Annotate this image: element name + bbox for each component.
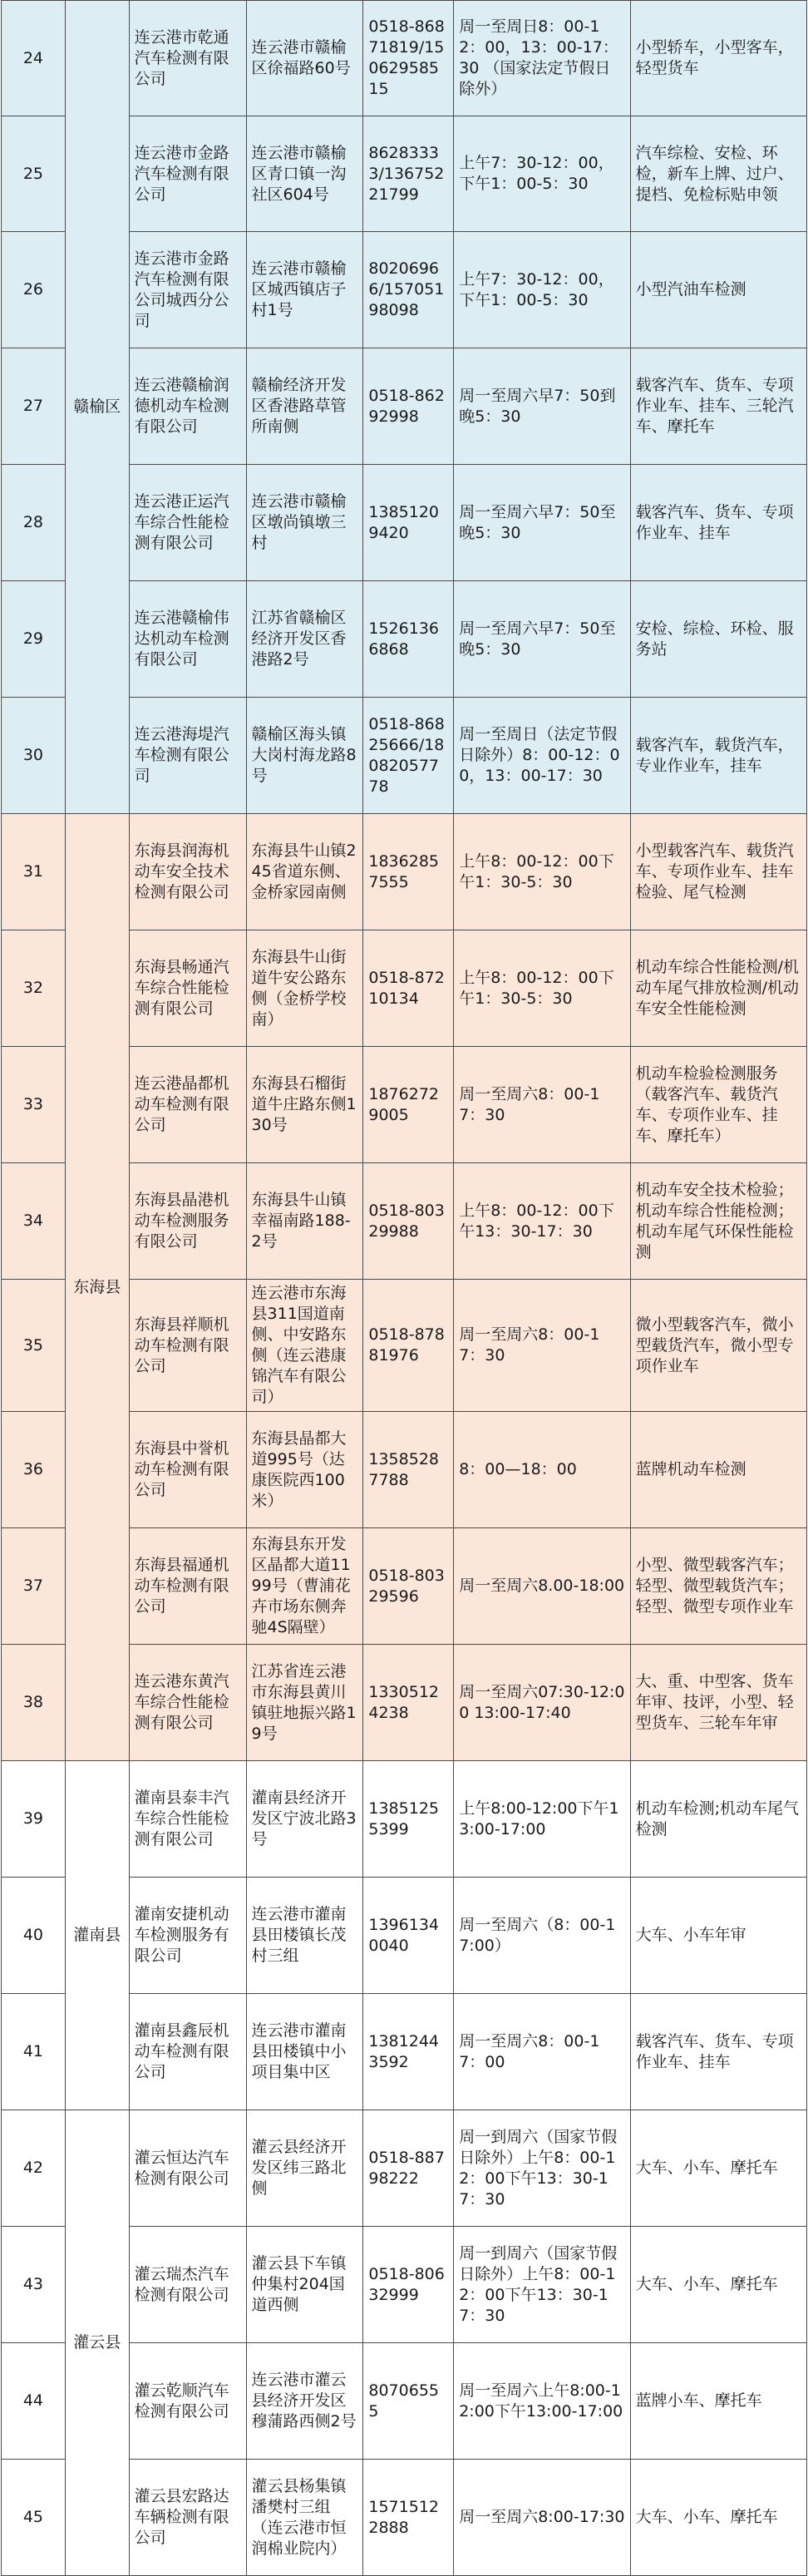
service-scope: 小型轿车，小型客车，轻型货车 <box>630 1 806 116</box>
business-hours: 周一到周六（国家节假日除外）上午8：00-12：00下午13：30-17：30 <box>454 2227 630 2343</box>
phone: 15715122888 <box>363 2460 454 2576</box>
company-name: 灌南县鑫辰机动车检测有限公司 <box>129 1994 246 2110</box>
phone: 13851255399 <box>363 1761 454 1878</box>
row-number: 27 <box>2 348 66 465</box>
address: 赣榆经济开发区香港路草管所南侧 <box>246 348 363 465</box>
service-scope: 大车、小车、摩托车 <box>630 2110 806 2227</box>
business-hours: 上午7：30-12：00，下午1：00-5：30 <box>454 232 630 348</box>
phone: 15261366868 <box>363 581 454 698</box>
row-number: 30 <box>2 698 66 814</box>
row-number: 31 <box>2 814 66 930</box>
phone: 0518-87881976 <box>363 1280 454 1412</box>
service-scope: 载客汽车、货车、专项作业车、挂车 <box>630 465 806 581</box>
table-row <box>2 1761 807 1878</box>
address: 江苏省连云港市东海县黄川镇驻地振兴路19号 <box>246 1645 363 1761</box>
company-name: 连云港市金路汽车检测有限公司 <box>129 116 246 232</box>
row-number: 26 <box>2 232 66 348</box>
service-scope: 机动车检验检测服务（载客汽车、载货汽车、专项作业车、挂车、摩托车） <box>630 1047 806 1163</box>
service-scope: 安检、综检、环检、服务站 <box>630 581 806 698</box>
company-name: 东海县畅通汽车综合性能检测有限公司 <box>129 930 246 1047</box>
table-row <box>2 2110 807 2227</box>
service-scope: 大车、小车年审 <box>630 1878 806 1994</box>
company-name: 灌南安捷机动车检测服务有限公司 <box>129 1878 246 1994</box>
table-body <box>2 1 807 2576</box>
company-name: 东海县祥顺机动车检测有限公司 <box>129 1280 246 1412</box>
business-hours: 上午7：30-12：00，下午1：00-5：30 <box>454 116 630 232</box>
address: 东海县石榴街道牛庄路东侧130号 <box>246 1047 363 1163</box>
row-number: 24 <box>2 1 66 116</box>
company-name: 灌南县泰丰汽车综合性能检测有限公司 <box>129 1761 246 1878</box>
address: 江苏省赣榆区经济开发区香港路2号 <box>246 581 363 698</box>
service-scope: 蓝牌机动车检测 <box>630 1412 806 1528</box>
phone: 13305124238 <box>363 1645 454 1761</box>
company-name: 东海县晶港机动车检测服务有限公司 <box>129 1163 246 1280</box>
business-hours: 上午8：00-12：00下午1：30-5：30 <box>454 814 630 930</box>
address: 灌云县经济开发区纬三路北侧 <box>246 2110 363 2227</box>
row-number: 45 <box>2 2460 66 2576</box>
company-name: 连云港正运汽车综合性能检测有限公司 <box>129 465 246 581</box>
row-number: 33 <box>2 1047 66 1163</box>
business-hours: 8：00—18：00 <box>454 1412 630 1528</box>
phone: 18762729005 <box>363 1047 454 1163</box>
service-scope: 蓝牌小车、摩托车 <box>630 2343 806 2460</box>
table-row <box>2 1 807 116</box>
company-name: 连云港市乾通汽车检测有限公司 <box>129 1 246 116</box>
address: 东海县牛山镇幸福南路188-2号 <box>246 1163 363 1280</box>
district-cell: 灌云县 <box>65 2110 129 2576</box>
address: 连云港市灌南县田楼镇中小项目集中区 <box>246 1994 363 2110</box>
service-scope: 载客汽车、货车、专项作业车、挂车 <box>630 1994 806 2110</box>
business-hours: 周一至周六8.00-18:00 <box>454 1528 630 1645</box>
service-scope: 机动车检测;机动车尾气检测 <box>630 1761 806 1878</box>
address: 连云港市赣榆区徐福路60号 <box>246 1 363 116</box>
company-name: 灌云瑞杰汽车检测有限公司 <box>129 2227 246 2343</box>
phone: 13812443592 <box>363 1994 454 2110</box>
row-number: 42 <box>2 2110 66 2227</box>
business-hours: 上午8：00-12：00下午1：30-5：30 <box>454 930 630 1047</box>
address: 连云港市灌南县田楼镇长茂村三组 <box>246 1878 363 1994</box>
business-hours: 周一至周日（法定节假日除外）8：00-12：00，13：00-17：30 <box>454 698 630 814</box>
address: 东海县东开发区晶都大道1199号（曹浦花卉市场东侧奔驰4S隔壁） <box>246 1528 363 1645</box>
address: 连云港市赣榆区城西镇店子村1号 <box>246 232 363 348</box>
row-number: 41 <box>2 1994 66 2110</box>
phone: 0518-80632999 <box>363 2227 454 2343</box>
phone: 80706555 <box>363 2343 454 2460</box>
row-number: 36 <box>2 1412 66 1528</box>
service-scope: 机动车安全技术检验；机动车综合性能检测；机动车尾气环保性能检测 <box>630 1163 806 1280</box>
company-name: 灌云县宏路达车辆检测有限公司 <box>129 2460 246 2576</box>
address: 连云港市赣榆区青口镇一沟社区604号 <box>246 116 363 232</box>
row-number: 35 <box>2 1280 66 1412</box>
address: 连云港市东海县311国道南侧、中安路东侧（连云港康锦汽车有限公司） <box>246 1280 363 1412</box>
business-hours: 周一至周六早7：50到晚5：30 <box>454 348 630 465</box>
company-name: 连云港赣榆润德机动车检测有限公司 <box>129 348 246 465</box>
address: 灌南县经济开发区宁波北路3号 <box>246 1761 363 1878</box>
phone: 13851209420 <box>363 465 454 581</box>
address: 连云港市赣榆区墩尚镇墩三村 <box>246 465 363 581</box>
service-scope: 小型、微型载客汽车；轻型、微型载货汽车；轻型、微型专项作业车 <box>630 1528 806 1645</box>
service-scope: 大车、小车、摩托车 <box>630 2227 806 2343</box>
row-number: 44 <box>2 2343 66 2460</box>
address: 连云港市灌云县经济开发区穆蒲路西侧2号 <box>246 2343 363 2460</box>
row-number: 37 <box>2 1528 66 1645</box>
service-scope: 汽车综检、安检、环检，新车上牌、过户、提档、免检标贴申领 <box>630 116 806 232</box>
business-hours: 周一至周六8：00-17：30 <box>454 1047 630 1163</box>
company-name: 东海县福通机动车检测有限公司 <box>129 1528 246 1645</box>
table-row <box>2 814 807 930</box>
business-hours: 周一至周六早7：50至晚5：30 <box>454 581 630 698</box>
district-cell: 东海县 <box>65 814 129 1761</box>
company-name: 东海县中誉机动车检测有限公司 <box>129 1412 246 1528</box>
phone: 0518-80329596 <box>363 1528 454 1645</box>
phone: 0518-88798222 <box>363 2110 454 2227</box>
district-cell: 赣榆区 <box>65 1 129 814</box>
phone: 80206966/15705198098 <box>363 232 454 348</box>
company-name: 连云港海堤汽车检测有限公司 <box>129 698 246 814</box>
business-hours: 上午8：00-12：00下午13：30-17：30 <box>454 1163 630 1280</box>
row-number: 39 <box>2 1761 66 1878</box>
business-hours: 周一至周六8：00-17：30 <box>454 1280 630 1412</box>
row-number: 43 <box>2 2227 66 2343</box>
service-scope: 大车、小车、摩托车 <box>630 2460 806 2576</box>
business-hours: 上午8:00-12:00下午13:00-17:00 <box>454 1761 630 1878</box>
row-number: 25 <box>2 116 66 232</box>
service-scope: 微小型载客汽车，微小型载货汽车，微小型专项作业车 <box>630 1280 806 1412</box>
address: 赣榆区海头镇大岗村海龙路8号 <box>246 698 363 814</box>
phone: 18362857555 <box>363 814 454 930</box>
company-name: 灌云乾顺汽车检测有限公司 <box>129 2343 246 2460</box>
company-name: 连云港东黄汽车综合性能检测有限公司 <box>129 1645 246 1761</box>
company-name: 东海县润海机动车安全技术检测有限公司 <box>129 814 246 930</box>
service-scope: 大、重、中型客、货车年审、技评，小型、轻型货车、三轮车年审 <box>630 1645 806 1761</box>
row-number: 38 <box>2 1645 66 1761</box>
phone: 13585287788 <box>363 1412 454 1528</box>
business-hours: 周一至周六上午8:00-12:00下午13:00-17:00 <box>454 2343 630 2460</box>
phone: 86283333/13675221799 <box>363 116 454 232</box>
phone: 13961340040 <box>363 1878 454 1994</box>
phone: 0518-86871819/15062958515 <box>363 1 454 116</box>
service-scope: 载客汽车、货车、专项作业车、挂车、三轮汽车、摩托车 <box>630 348 806 465</box>
company-name: 连云港市金路汽车检测有限公司城西分公司 <box>129 232 246 348</box>
business-hours: 周一至周六8:00-17:30 <box>454 2460 630 2576</box>
service-scope: 机动车综合性能检测/机动车尾气排放检测/机动车安全性能检测 <box>630 930 806 1047</box>
business-hours: 周一到周六（国家节假日除外）上午8：00-12：00下午13：30-17：30 <box>454 2110 630 2227</box>
service-scope: 载客汽车，载货汽车，专业作业车，挂车 <box>630 698 806 814</box>
phone: 0518-86292998 <box>363 348 454 465</box>
row-number: 29 <box>2 581 66 698</box>
row-number: 32 <box>2 930 66 1047</box>
row-number: 40 <box>2 1878 66 1994</box>
company-name: 连云港赣榆伟达机动车检测有限公司 <box>129 581 246 698</box>
business-hours: 周一至周六8：00-17：00 <box>454 1994 630 2110</box>
address: 灌云县下车镇仲集村204国道西侧 <box>246 2227 363 2343</box>
district-cell: 灌南县 <box>65 1761 129 2110</box>
company-name: 灌云恒达汽车检测有限公司 <box>129 2110 246 2227</box>
row-number: 34 <box>2 1163 66 1280</box>
business-hours: 周一至周六07:30-12:00 13:00-17:40 <box>454 1645 630 1761</box>
phone: 0518-80329988 <box>363 1163 454 1280</box>
address: 东海县牛山街道牛安公路东侧（金桥学校南） <box>246 930 363 1047</box>
company-name: 连云港晶都机动车检测有限公司 <box>129 1047 246 1163</box>
phone: 0518-87210134 <box>363 930 454 1047</box>
address: 东海县晶都大道995号（达康医院西100米） <box>246 1412 363 1528</box>
phone: 0518-86825666/18082057778 <box>363 698 454 814</box>
address: 东海县牛山镇245省道东侧、金桥家园南侧 <box>246 814 363 930</box>
business-hours: 周一至周日8：00-12：00，13：00-17：30 （国家法定节假日除外） <box>454 1 630 116</box>
row-number: 28 <box>2 465 66 581</box>
inspection-station-table <box>1 0 807 2576</box>
business-hours: 周一至周六（8：00-17:00） <box>454 1878 630 1994</box>
service-scope: 小型载客汽车、载货汽车、专项作业车、挂车检验、尾气检测 <box>630 814 806 930</box>
service-scope: 小型汽油车检测 <box>630 232 806 348</box>
address: 灌云县杨集镇潘樊村三组（连云港市恒润棉业院内） <box>246 2460 363 2576</box>
business-hours: 周一至周六早7：50至晚5：30 <box>454 465 630 581</box>
